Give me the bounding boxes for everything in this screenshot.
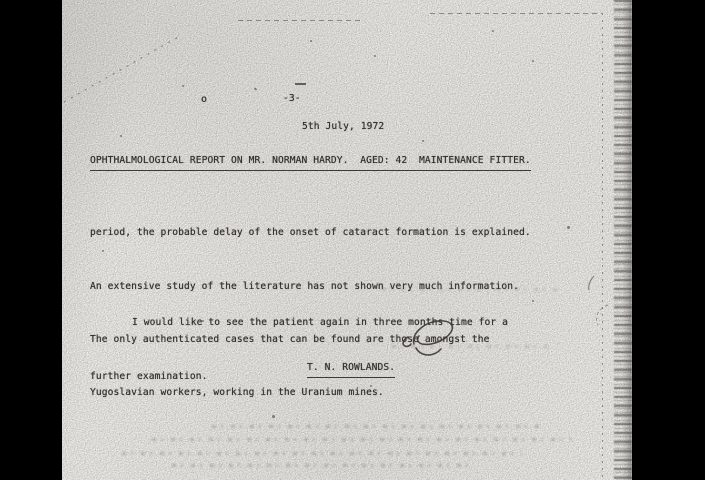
scan-noise-overlay: [62, 0, 632, 480]
paper-sheet: [62, 0, 632, 480]
